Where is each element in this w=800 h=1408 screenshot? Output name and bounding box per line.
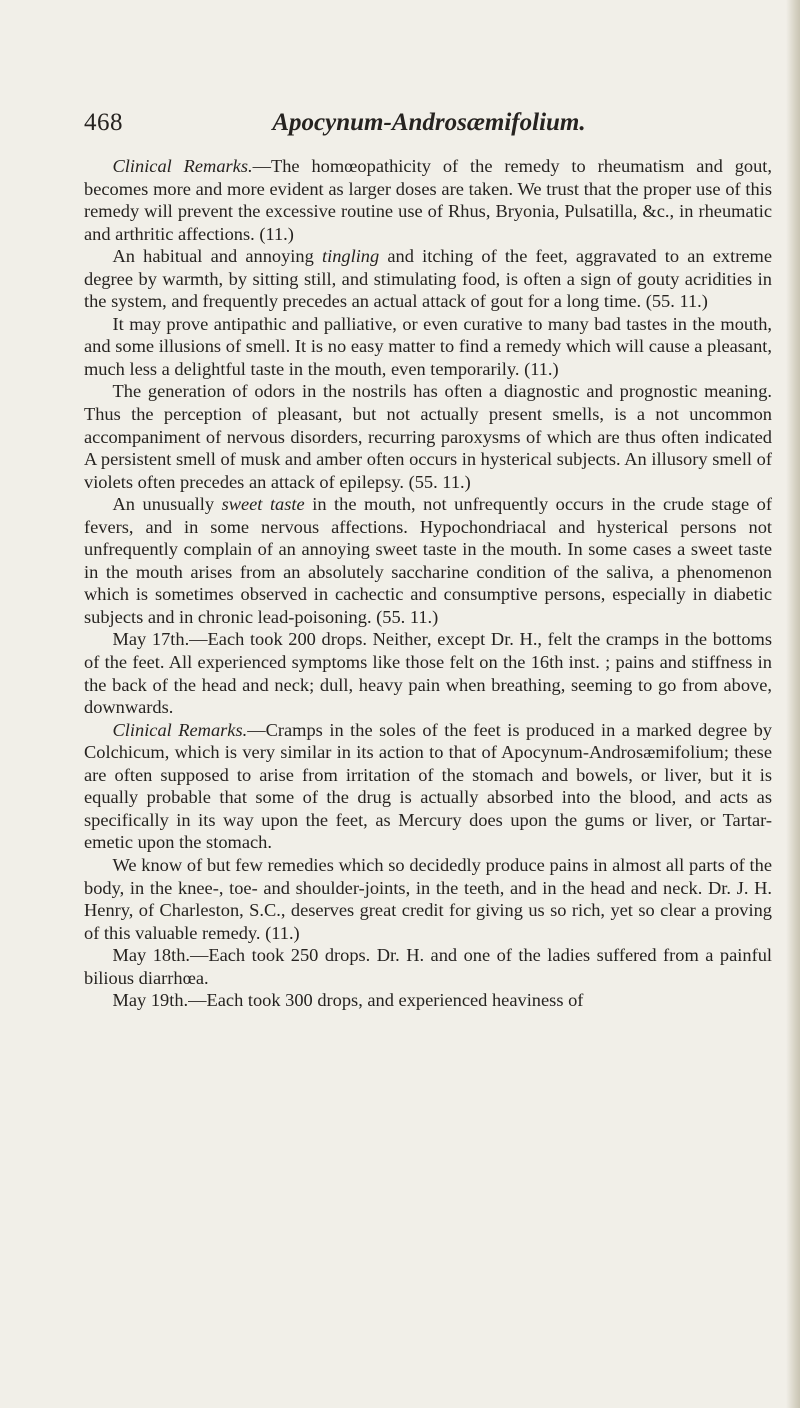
page-header <box>84 107 774 147</box>
paragraph-text: May 18th.—Each took 250 drops. Dr. H. and one of the ladies suffered from a painful bilious diarrhœa. <box>84 945 772 988</box>
paragraph-odors <box>84 380 772 493</box>
paragraph-sweet-taste <box>84 493 772 628</box>
paragraph-clinical-remarks-1 <box>84 155 772 245</box>
paragraph-lead: Clinical Remarks. <box>112 156 253 176</box>
paragraph-text: —Cramps in the soles of the feet is produced in a marked degree by Colchicum, which is very similar in its action to that of Apocynum-Androsæmifolium; these are often supposed to arise from irritation of the stomach and bowels, or liver, but it is equally probable that some of the drug is actually absorbed into the blood, and acts as specifically in its way upon the feet, as Mercury does upon the gums or liver, or Tartar-emetic upon the stomach. <box>84 719 772 853</box>
paragraph-text: in the mouth, not unfrequently occurs in the crude stage of fevers, and in some nervous affections. Hypochondriacal and hysterical persons not unfrequently complain of an annoying sweet taste in the mouth. In some cases a sweet taste in the mouth arises from an absolutely saccharine condition of the saliva, a phenomenon which is sometimes observed in cachectic and consumptive persons, especially in diabetic subjects and in chronic lead-poisoning. (55. 11.) <box>84 494 772 627</box>
paragraph-text: An unusually <box>112 494 222 515</box>
paragraph-text: It may prove antipathic and palliative, or even curative to many bad tastes in the mouth, and some illusions of smell. It is no easy matter to find a remedy which will cause a pleasant, much less a delightful taste in the mouth, even temporarily. (11.) <box>84 313 772 379</box>
page-edge-shadow <box>786 0 800 1408</box>
paragraph-text: The generation of odors in the nostrils has often a diagnostic and prognostic meaning. Thus the perception of pleasant, but not actually present smells, is a not uncommon accompaniment of nervous disorders, recurring paroxysms of which are thus often indicated A persistent smell of musk and amber often occurs in hysterical subjects. An illusory smell of violets often precedes an attack of epilepsy. (55. 11.) <box>84 381 772 492</box>
body-text <box>84 155 772 1012</box>
paragraph-text: —The homœopathicity of the remedy to rheumatism and gout, becomes more and more evident as larger doses are taken. We trust that the proper use of this remedy will prevent the excessive routine use of Rhus, Bryonia, Pulsatilla, &c., in rheumatic and arthritic affections. (11.) <box>84 156 772 244</box>
paragraph-antipathic <box>84 313 772 381</box>
emphasis: sweet taste <box>221 494 305 515</box>
paragraph-few-remedies <box>84 854 772 944</box>
paragraph-text: We know of but few remedies which so decidedly produce pains in almost all parts of the body, in the knee-, toe- and shoulder-joints, in the teeth, and in the head and neck. Dr. J. H. Henry, of Charleston, S.C., deserves great credit for giving us so rich, yet so clear a proving of this valuable remedy. (11.) <box>84 854 772 943</box>
paragraph-tingling <box>84 245 772 313</box>
paragraph-text: An habitual and annoying <box>112 246 322 267</box>
paragraph-lead: Clinical Remarks. <box>112 719 248 740</box>
paragraph-may-18 <box>84 944 772 989</box>
paragraph-may-17 <box>84 628 772 718</box>
paragraph-text: May 19th.—Each took 300 drops, and experienced heaviness of <box>112 990 584 1011</box>
paragraph-may-19 <box>84 989 772 1012</box>
paragraph-clinical-remarks-2 <box>84 719 772 854</box>
paragraph-text: and itching of the feet, aggravated to an extreme degree by warmth, by sitting still, and stimulating food, is often a sign of gouty acridities in the system, and frequently precedes an actual attack of gout for a long time. (55. 11.) <box>84 246 772 312</box>
paragraph-text: May 17th.—Each took 200 drops. Neither, except Dr. H., felt the cramps in the bottoms of the feet. All experienced symptoms like those felt on the 16th inst. ; pains and stiffness in the back of the head and neck; dull, heavy pain when breathing, seeming to go from above, downwards. <box>84 629 772 718</box>
running-title: Apocynum-Androsæmifolium. <box>272 109 586 136</box>
page-number: 468 <box>84 109 123 136</box>
emphasis: tingling <box>321 246 380 267</box>
